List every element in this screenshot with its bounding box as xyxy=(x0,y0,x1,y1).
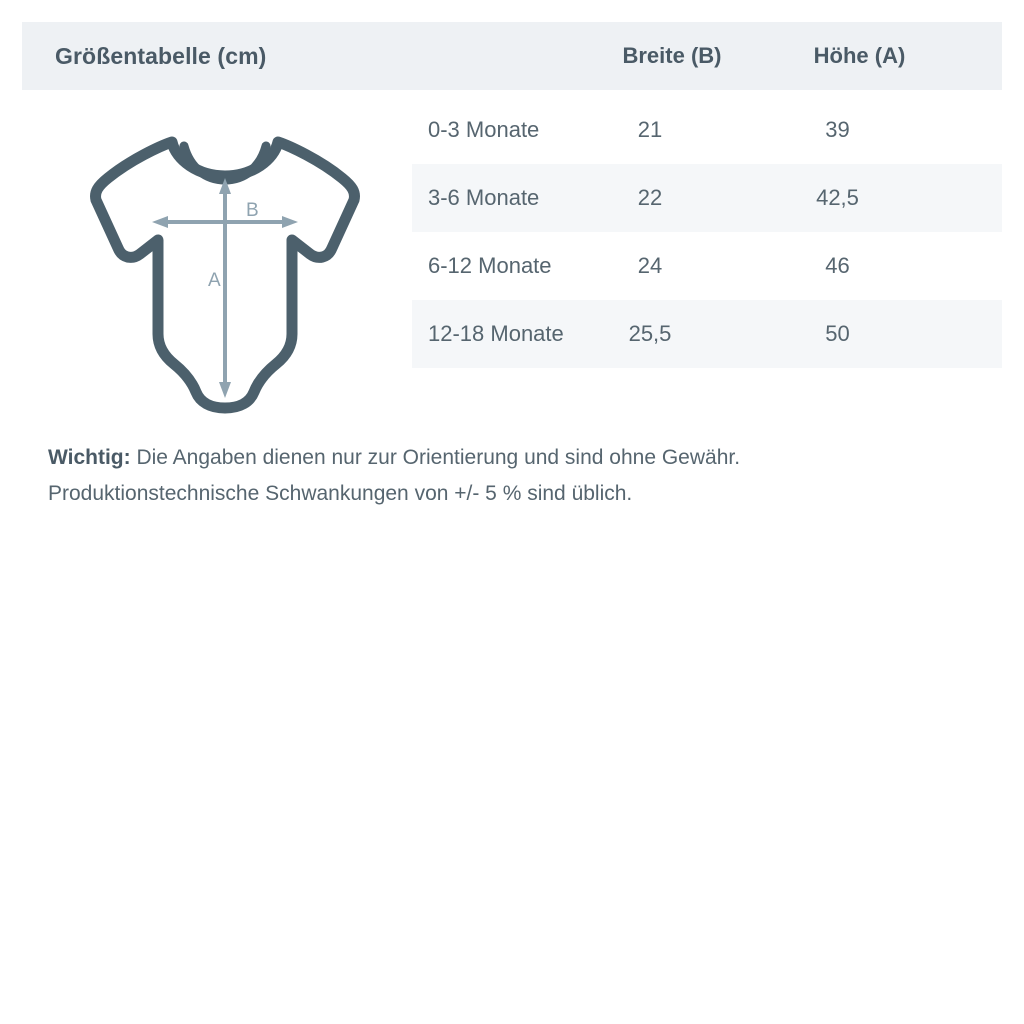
cell-height: 50 xyxy=(825,321,850,346)
cell-height: 42,5 xyxy=(816,185,859,210)
disclaimer-label: Wichtig: xyxy=(48,446,131,469)
table-row xyxy=(412,96,1002,164)
cell-width: 21 xyxy=(637,117,663,142)
page-title: Größentabelle (cm) xyxy=(55,42,267,69)
cell-size: 3-6 Monate xyxy=(428,185,540,210)
label-height-a: A xyxy=(208,270,221,291)
disclaimer-note xyxy=(48,440,978,512)
table-row xyxy=(412,300,1002,368)
column-header-height: Höhe (A) xyxy=(813,43,906,68)
size-table xyxy=(412,96,1002,368)
cell-height: 46 xyxy=(825,253,850,278)
disclaimer-line-1: Die Angaben dienen nur zur Orientierung und sind ohne Gewähr. xyxy=(130,446,741,469)
table-header xyxy=(22,22,1002,90)
label-width-b: B xyxy=(246,200,259,221)
table-row xyxy=(412,164,1002,232)
cell-size: 6-12 Monate xyxy=(428,253,552,278)
disclaimer-line-2: Produktionstechnische Schwankungen von +/- 5 % sind üblich. xyxy=(48,482,633,505)
cell-width: 25,5 xyxy=(628,321,672,346)
bodysuit-illustration xyxy=(60,120,390,420)
table-row xyxy=(412,232,1002,300)
cell-height: 39 xyxy=(825,117,850,142)
cell-width: 22 xyxy=(637,185,663,210)
cell-width: 24 xyxy=(637,253,663,278)
cell-size: 0-3 Monate xyxy=(428,117,540,142)
cell-size: 12-18 Monate xyxy=(428,321,564,346)
column-header-width: Breite (B) xyxy=(622,43,722,68)
